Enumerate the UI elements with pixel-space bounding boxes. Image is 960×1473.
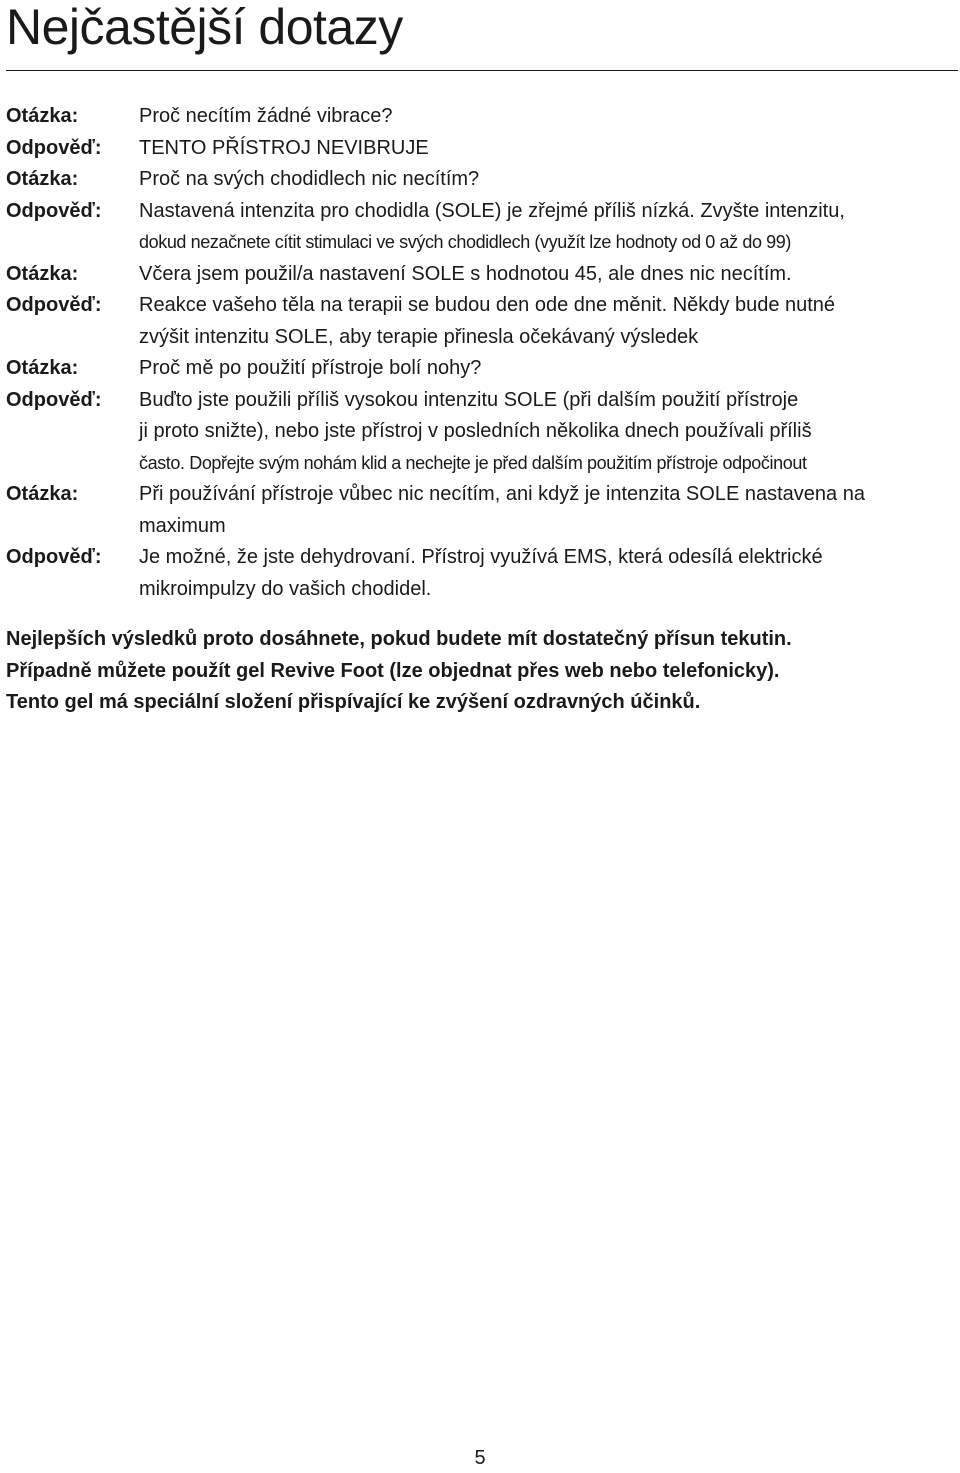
text-line: Nastavená intenzita pro chodidla (SOLE) je zřejmé příliš nízká. Zvyšte intenzitu, bbox=[139, 199, 845, 222]
question-label: Otázka: bbox=[6, 483, 79, 505]
page-number: 5 bbox=[474, 1447, 486, 1469]
faq-answer-row bbox=[6, 133, 954, 165]
text-line: Proč na svých chodidlech nic necítím? bbox=[139, 168, 480, 190]
hydration-note bbox=[6, 624, 954, 719]
answer-text bbox=[139, 542, 954, 605]
answer-label: Odpověď: bbox=[6, 388, 102, 411]
note-line: Tento gel má speciální složení přispívající ke zvýšení ozdravných účinků. bbox=[6, 691, 701, 713]
answer-label: Odpověď: bbox=[6, 136, 102, 159]
text-line: Reakce vašeho těla na terapii se budou den ode dne měnit. Někdy bude nutné bbox=[139, 294, 836, 316]
answer-text bbox=[139, 196, 954, 259]
text-line: Při používání přístroje vůbec nic necítím, ani když je intenzita SOLE nastavena na bbox=[139, 483, 865, 505]
answer-text bbox=[139, 290, 954, 353]
question-label: Otázka: bbox=[6, 168, 79, 190]
text-line: zvýšit intenzitu SOLE, aby terapie přinesla očekávaný výsledek bbox=[139, 325, 699, 348]
text-line: mikroimpulzy do vašich chodidel. bbox=[139, 577, 432, 600]
question-label: Otázka: bbox=[6, 105, 79, 127]
question-text bbox=[139, 259, 954, 291]
text-line: Je možné, že jste dehydrovaní. Přístroj využívá EMS, která odesílá elektrické bbox=[139, 546, 823, 568]
text-line: dokud nezačnete cítit stimulaci ve svých chodidlech (využít lze hodnoty od 0 až do 99) bbox=[139, 232, 791, 252]
faq-answer-row bbox=[6, 196, 954, 259]
faq-question-row bbox=[6, 353, 954, 385]
text-line: Včera jsem použil/a nastavení SOLE s hodnotou 45, ale dnes nic necítím. bbox=[139, 262, 792, 285]
faq-question-row bbox=[6, 164, 954, 196]
question-text bbox=[139, 164, 954, 196]
faq-list bbox=[6, 101, 954, 605]
note-line: Nejlepších výsledků proto dosáhnete, pokud budete mít dostatečný přísun tekutin. bbox=[6, 628, 792, 650]
answer-text bbox=[139, 385, 954, 480]
faq-question-row bbox=[6, 101, 954, 133]
question-text bbox=[139, 479, 954, 542]
faq-answer-row bbox=[6, 385, 954, 480]
faq-question-row bbox=[6, 259, 954, 291]
question-label: Otázka: bbox=[6, 262, 79, 285]
answer-text bbox=[139, 133, 954, 165]
faq-question-row bbox=[6, 479, 954, 542]
text-line: maximum bbox=[139, 514, 226, 537]
question-text bbox=[139, 353, 954, 385]
faq-answer-row bbox=[6, 542, 954, 605]
text-line: Proč necítím žádné vibrace? bbox=[139, 105, 393, 127]
answer-label: Odpověď: bbox=[6, 546, 102, 568]
page-title: Nejčastější dotazy bbox=[6, 0, 403, 55]
note-line: Případně můžete použít gel Revive Foot (lze objednat přes web nebo telefonicky). bbox=[6, 659, 780, 682]
answer-label: Odpověď: bbox=[6, 294, 102, 316]
text-line: ji proto snižte), nebo jste přístroj v posledních několika dnech používali příliš bbox=[139, 420, 812, 442]
answer-label: Odpověď: bbox=[6, 199, 102, 222]
faq-answer-row bbox=[6, 290, 954, 353]
text-line: TENTO PŘÍSTROJ NEVIBRUJE bbox=[139, 136, 429, 159]
text-line: často. Dopřejte svým nohám klid a nechejte je před dalším použitím přístroje odpočinout bbox=[139, 452, 807, 473]
text-line: Proč mě po použití přístroje bolí nohy? bbox=[139, 357, 482, 379]
question-text bbox=[139, 101, 954, 133]
question-label: Otázka: bbox=[6, 357, 79, 379]
text-line: Buďto jste použili příliš vysokou intenzitu SOLE (při dalším použití přístroje bbox=[139, 388, 799, 411]
title-divider bbox=[6, 70, 958, 71]
